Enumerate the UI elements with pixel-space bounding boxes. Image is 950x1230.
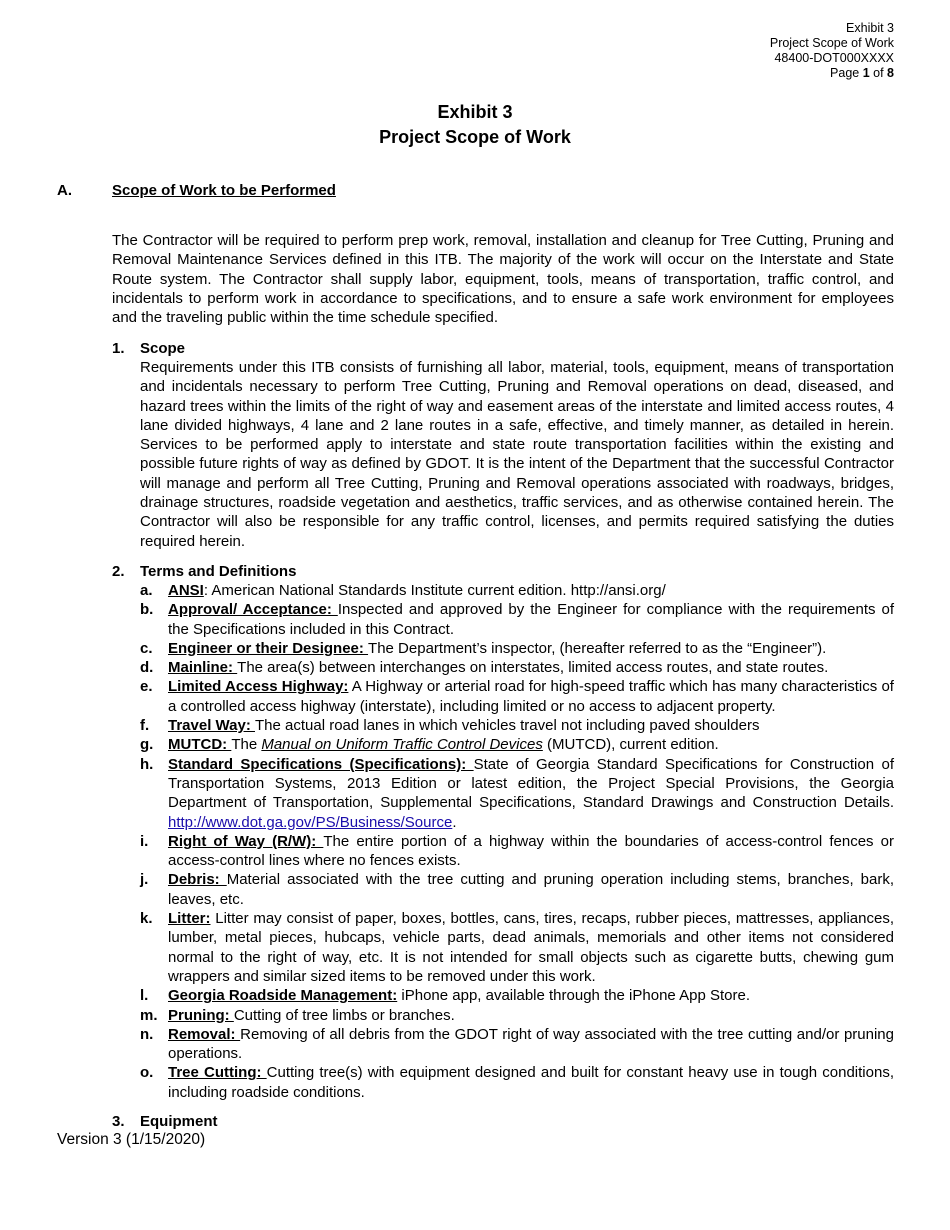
header-page-number: Page 1 of 8: [830, 66, 894, 80]
page-header: [770, 21, 894, 81]
term-removal: n. Removal: Removing of all debris from the GDOT right of way associated with the tree cutting and/or pruning operations.: [140, 1025, 894, 1063]
terms-list: [140, 581, 894, 1102]
header-contract-number: 48400-DOT000XXXX: [774, 51, 894, 65]
term-standard-specifications: h. Standard Specifications (Specifications): State of Georgia Standard Specifications for Construction of Transportation Systems, 2013 Edition or latest edition, the Project Special Provisions, the Georgia Department of Transportation, Supplemental Specifications, Standard Drawings and Construction Details. http://www.dot.ga.gov/PS/Business/Source.: [140, 755, 894, 831]
term-ansi: a. ANSI: American National Standards Institute current edition. http://ansi.org/: [140, 582, 666, 599]
term-mainline: d. Mainline: The area(s) between interchanges on interstates, limited access routes, and state routes.: [140, 659, 829, 677]
section-a-heading: Scope of Work to be Performed: [112, 182, 336, 199]
section-a-intro: The Contractor will be required to perform prep work, removal, installation and cleanup for Tree Cutting, Pruning and Removal Maintenance Services defined in this ITB. The majority of the work will occur on the Interstate and State Route system. The Contractor shall supply labor, equipment, tools, means of transportation, traffic control, and incidentals to perform work in accordance to specifications, and to ensure a safe work environment for employees and the traveling public within the time schedule specified.: [112, 232, 894, 327]
term-approval: b. Approval/ Acceptance: Inspected and approved by the Engineer for compliance with the requirements of the Specifications included in this Contract.: [140, 601, 894, 638]
term-right-of-way: i. Right of Way (R/W): The entire portion of a highway within the boundaries of access-control fences or access-control lines where no fences exists.: [140, 832, 894, 870]
equipment-heading: Equipment: [140, 1113, 218, 1130]
header-exhibit: Exhibit 3: [846, 21, 894, 35]
term-tree-cutting: o. Tree Cutting: Cutting tree(s) with equipment designed and built for constant heavy use in tough conditions, including roadside conditions.: [140, 1064, 894, 1101]
terms-heading: Terms and Definitions: [140, 563, 297, 580]
term-limited-access-highway: e. Limited Access Highway: A Highway or arterial road for high-speed traffic which has many characteristics of a controlled access highway (interstate), including limited or no access to adjacent property.: [140, 678, 894, 715]
terms-number: 2.: [112, 563, 125, 580]
term-engineer: c. Engineer or their Designee: The Department’s inspector, (hereafter referred to as the “Engineer”).: [140, 639, 827, 657]
term-mutcd: g. MUTCD: The Manual on Uniform Traffic Control Devices (MUTCD), current edition.: [140, 736, 719, 754]
term-pruning: m. Pruning: Cutting of tree limbs or branches.: [140, 1006, 455, 1024]
scope-heading: Scope: [140, 340, 186, 357]
scope-paragraph: Requirements under this ITB consists of furnishing all labor, material, tools, equipment, means of transportation and incidentals necessary to perform Tree Cutting, Pruning and Removal operations on dead, diseased, and hazard trees within the limits of the right of way and easement areas of the interstate and limited access routes, 4 lane divided highways, 4 lane and 2 lane routes in a safe, effective, and timely manner, as detailed in herein. Services to be performed apply to interstate and state route transportation facilities within the existing and possible future rights of way as defined by GDOT. It is the intent of the Department that the successful Contractor will manage and perform all Tree Cutting, Pruning and Removal operations associated with roadways, bridges, drainage structures, roadside vegetation and aesthetics, traffic services, and as otherwise contained herein. The Contractor will also be responsible for any traffic control, licenses, and permits required satisfying the duties required herein.: [140, 359, 894, 550]
term-travel-way: f. Travel Way: The actual road lanes in which vehicles travel not including paved shoulders: [140, 717, 760, 735]
version-footer: Version 3 (1/15/2020): [57, 1131, 206, 1148]
specifications-link[interactable]: http://www.dot.ga.gov/PS/Business/Source: [168, 813, 453, 831]
section-a-letter: A.: [57, 182, 72, 199]
page-subtitle: Project Scope of Work: [379, 127, 571, 147]
term-debris: j. Debris: Material associated with the tree cutting and pruning operation including stems, branches, bark, leaves, etc.: [140, 871, 894, 908]
page-title: Exhibit 3: [437, 102, 513, 122]
equipment-number: 3.: [112, 1113, 125, 1130]
header-doc-title: Project Scope of Work: [769, 36, 894, 50]
term-litter: k. Litter: Litter may consist of paper, boxes, bottles, cans, tires, recaps, rubber pieces, mattresses, appliances, lumber, metal pieces, hubcaps, vehicle parts, dead animals, memorials and other items not considered normal to the right of way, etc. It is not intended for small objects such as cigarette butts, chewing gum wrappers and similar sized items to be removed under this work.: [140, 910, 894, 985]
scope-number: 1.: [112, 340, 125, 357]
term-georgia-roadside-management: l. Georgia Roadside Management: iPhone app, available through the iPhone App Store.: [140, 987, 750, 1005]
